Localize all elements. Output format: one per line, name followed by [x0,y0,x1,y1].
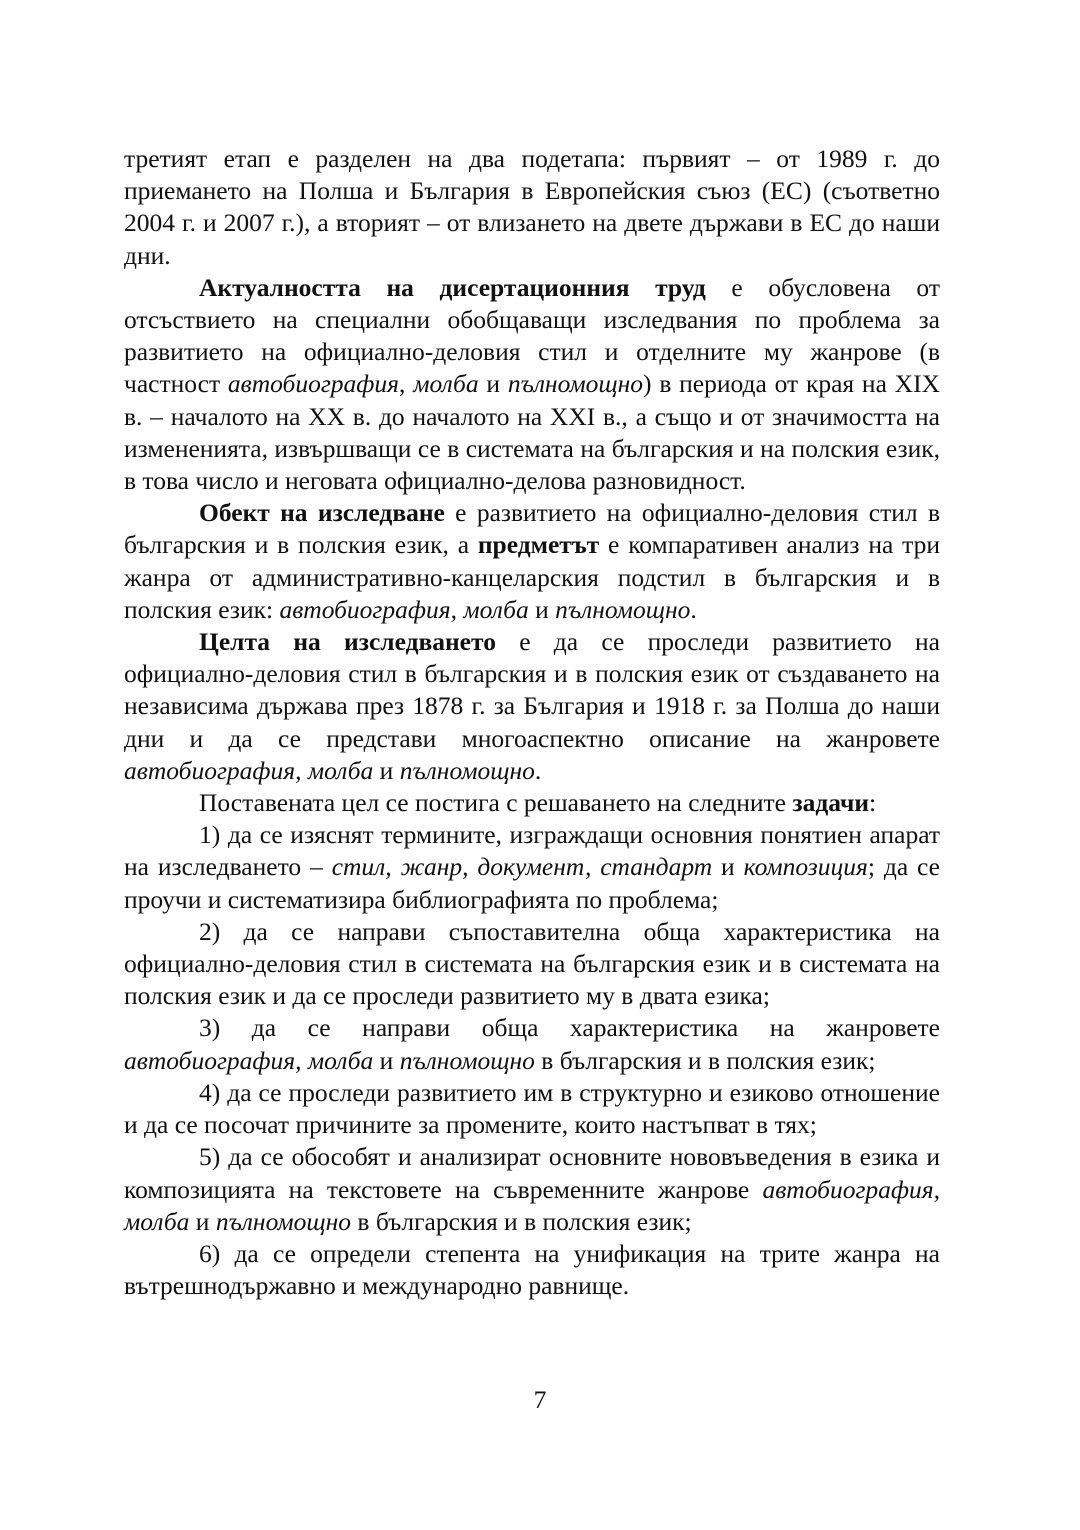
task-item-6: 6) да се определи степента на унификация на трите жанра на вътрешнодържавно и международно равнище. [124,1238,940,1301]
heading-subject: предметът [477,530,600,560]
heading-goal: Целта на изследването [199,627,496,657]
paragraph-object: Обект на изследване е развитието на официално-деловия стил в българския и в полския език, а предметът е компаративен анализ на три жанра от административно-канцеларския подстил в българския и в полския език: автобиография, молба и пълномощно. [124,498,940,624]
task-item-2: 2) да се направи съпоставителна обща характеристика на официално-деловия стил в системата на българския език и в системата на полския език и да се проследи развитието му в двата езика; [124,916,940,1011]
page-body [124,143,940,1302]
paragraph-relevance: Актуалността на дисертационния труд е обусловена от отсъствието на специални обобщаващи изследвания по проблема за развитието на официално-деловия стил и отделните му жанрове (в частност автобиография, молба и пълномощно) в периода от края на XIX в. – началото на XX в. до началото на XXI в., а също и от значимостта на измененията, извършващи се в системата на българския и на полския език, в това число и неговата официално-делова разновидност. [124,272,940,496]
page-number: 7 [533,1385,547,1414]
paragraph-tasks-intro: Поставената цел се постига с решаването на следните задачи: [199,788,877,818]
heading-object: Обект на изследване [199,498,445,528]
paragraph-continuation: третият етап е разделен на два подетапа: първият – от 1989 г. до приемането на Полша и България в Европейския съюз (ЕС) (съответно 2004 г. и 2007 г.), а вторият – от влизането на двете държави в ЕС до наши дни. [124,144,940,270]
task-item-5: 5) да се обособят и анализират основните нововъведения в езика и композицията на текстовете на съвременните жанрове автобиография, молба и пълномощно в българския и в полския език; [124,1142,940,1236]
paragraph-goal: Целта на изследването е да се проследи развитието на официално-деловия стил в българския и в полския език от създаването на независима държава през 1878 г. за България и 1918 г. за Полша до наши дни и да се представи многоаспектно описание на жанровете автобиография, молба и пълномощно. [124,627,941,785]
heading-tasks: задачи [792,788,870,818]
heading-relevance: Актуалността на дисертационния труд [199,272,706,302]
task-item-3: 3) да се направи обща характеристика на жанровете автобиография, молба и пълномощно в българския и в полския език; [124,1013,940,1075]
task-item-1: 1) да се изяснят термините, изграждащи основния понятиен апарат на изследването – стил, жанр, документ, стандарт и композиция; да се проучи и систематизира библиографията по проблема; [124,820,940,914]
task-item-4: 4) да се проследи развитието им в структурно и езиково отношение и да се посочат причините за промените, които настъпват в тях; [124,1077,940,1140]
